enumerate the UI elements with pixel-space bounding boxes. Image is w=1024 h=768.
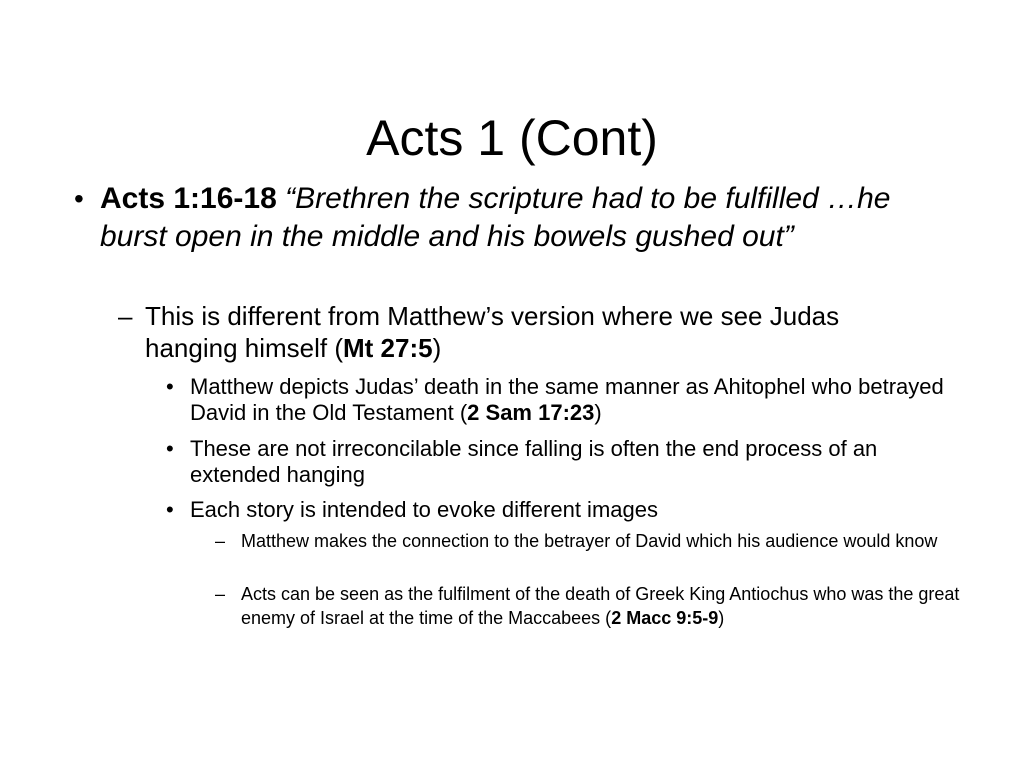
bullet-text-part: ) — [432, 333, 442, 363]
slide-body — [0, 180, 1024, 654]
bullet-text-part: ) — [594, 400, 602, 425]
scripture-reference: 2 Sam 17:23 — [467, 400, 595, 425]
bullet-dash-icon: – — [215, 531, 226, 551]
bullet-dot-icon: • — [166, 497, 174, 522]
bullet-level-4 — [0, 582, 1024, 654]
scripture-reference: Acts 1:16-18 — [100, 182, 277, 215]
bullet-text — [100, 180, 960, 256]
bullet-dot-icon: • — [166, 374, 174, 399]
scripture-reference: 2 Macc 9:5-9 — [611, 608, 719, 628]
bullet-dash-icon: – — [118, 301, 133, 331]
bullet-level-2 — [0, 300, 1024, 364]
bullet-text-part: This is different from Matthew’s version where we see Judas hanging himself ( — [145, 301, 840, 363]
scripture-quote: “Brethren the scripture had to be fulfilled …he burst open in the middle and his bowels gushed out” — [100, 182, 891, 253]
bullet-level-1 — [0, 180, 1024, 292]
bullet-text: These are not irreconcilable since falling is often the end process of an extended hanging — [190, 436, 878, 487]
bullet-dash-icon: – — [215, 584, 226, 604]
bullet-dot-icon: • — [166, 436, 174, 461]
bullet-text — [241, 582, 971, 630]
bullet-text: Each story is intended to evoke different images — [190, 497, 658, 522]
bullet-level-3 — [0, 374, 1024, 426]
slide-title: Acts 1 (Cont) — [366, 110, 658, 166]
bullet-text-part: Matthew depicts Judas’ death in the same manner as Ahitophel who betrayed David in the Old Testament ( — [190, 374, 944, 425]
bullet-dot-icon: • — [74, 183, 84, 214]
bullet-text-part: Acts can be seen as the fulfilment of the death of Greek King Antiochus who was the great enemy of Israel at the time of the Maccabees ( — [241, 584, 960, 628]
bullet-level-4 — [0, 529, 1024, 577]
bullet-level-3 — [0, 436, 1024, 488]
bullet-text — [145, 300, 935, 364]
bullet-text — [190, 374, 960, 426]
bullet-text: Matthew makes the connection to the betrayer of David which his audience would know — [241, 531, 938, 551]
bullet-level-3 — [0, 497, 1024, 523]
scripture-reference: Mt 27:5 — [343, 333, 433, 363]
bullet-text-part: ) — [718, 608, 725, 628]
